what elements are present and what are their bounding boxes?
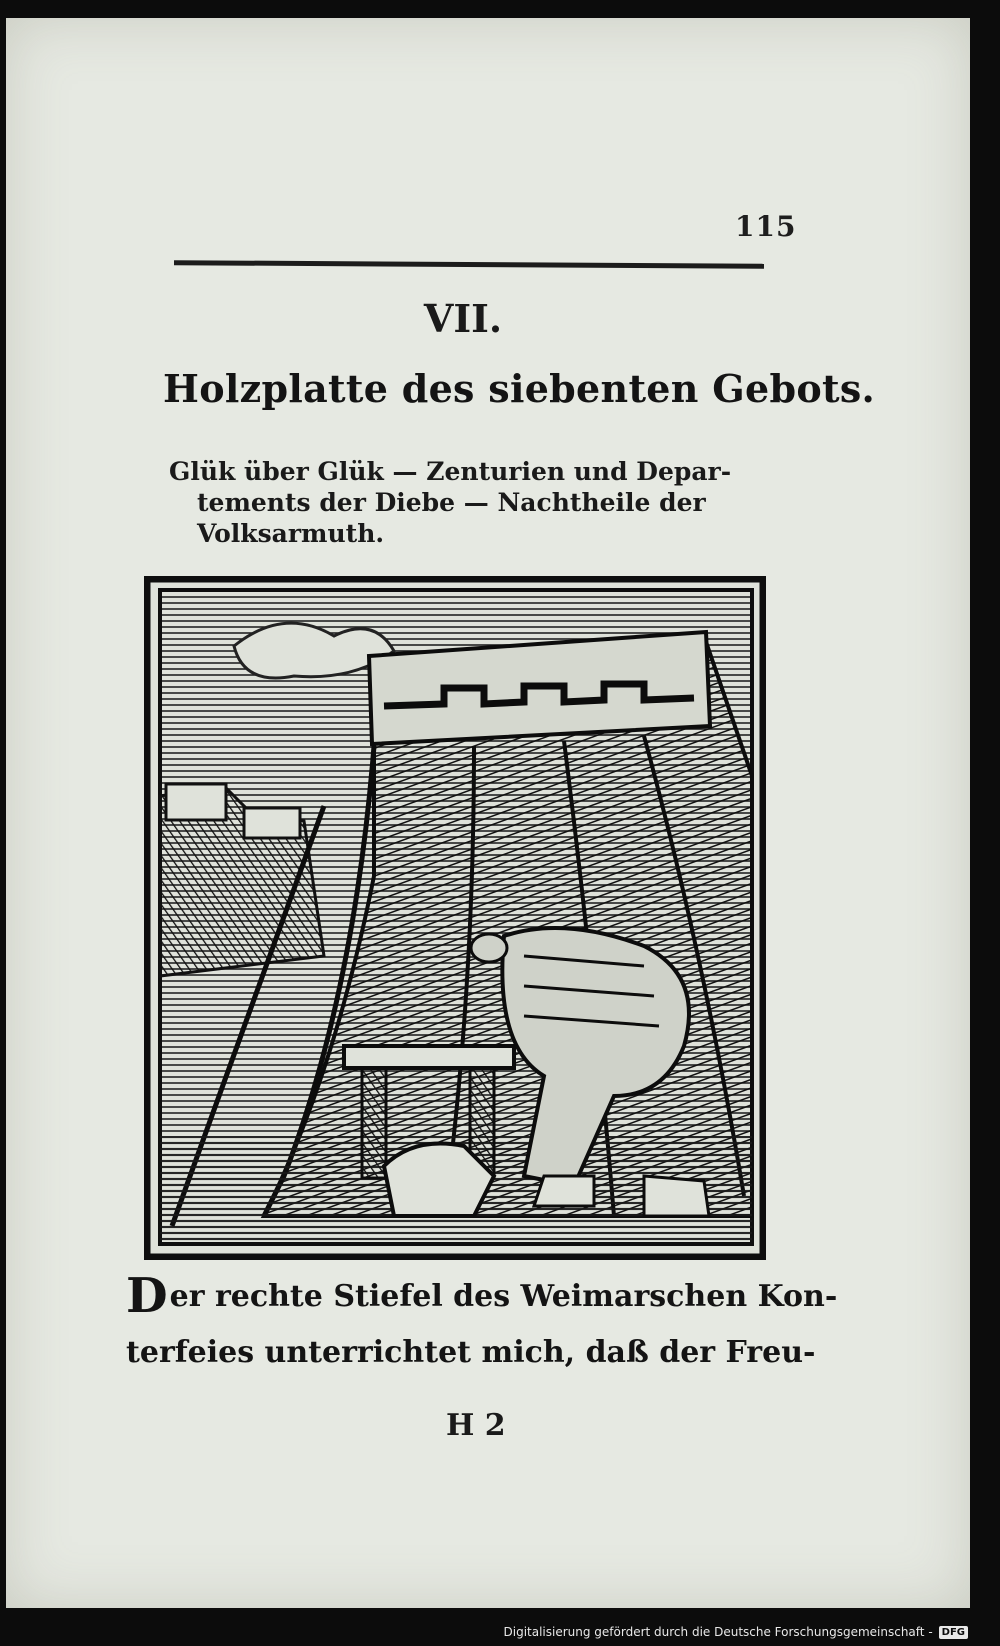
chapter-title: Holzplatte des siebenten Gebots.: [163, 366, 876, 411]
digitization-footer: [504, 1622, 969, 1642]
body-line: Der rechte Stiefel des Weimarschen Kon-: [126, 1268, 838, 1324]
chapter-summary: [169, 456, 779, 549]
chapter-number: VII.: [423, 296, 503, 341]
body-line: terfeies unterrichtet mich, daß der Freu-: [126, 1335, 816, 1370]
signature-mark: H 2: [446, 1408, 506, 1443]
header-rule: [174, 260, 764, 269]
page-number: 115: [735, 210, 797, 243]
body-text: [126, 1268, 838, 1381]
summary-line: Volksarmuth.: [197, 519, 385, 548]
book-page: [6, 18, 970, 1608]
summary-line: tements der Diebe — Nachtheile der: [197, 488, 706, 517]
drop-capital: D: [126, 1268, 168, 1324]
footer-credit: Digitalisierung gefördert durch die Deutsche Forschungsgemeinschaft -: [503, 1625, 933, 1639]
dfg-logo-icon: DFG: [939, 1626, 968, 1639]
summary-line: Glük über Glük — Zenturien und Depar-: [169, 457, 732, 486]
woodcut-tent-icon: [144, 576, 766, 1260]
